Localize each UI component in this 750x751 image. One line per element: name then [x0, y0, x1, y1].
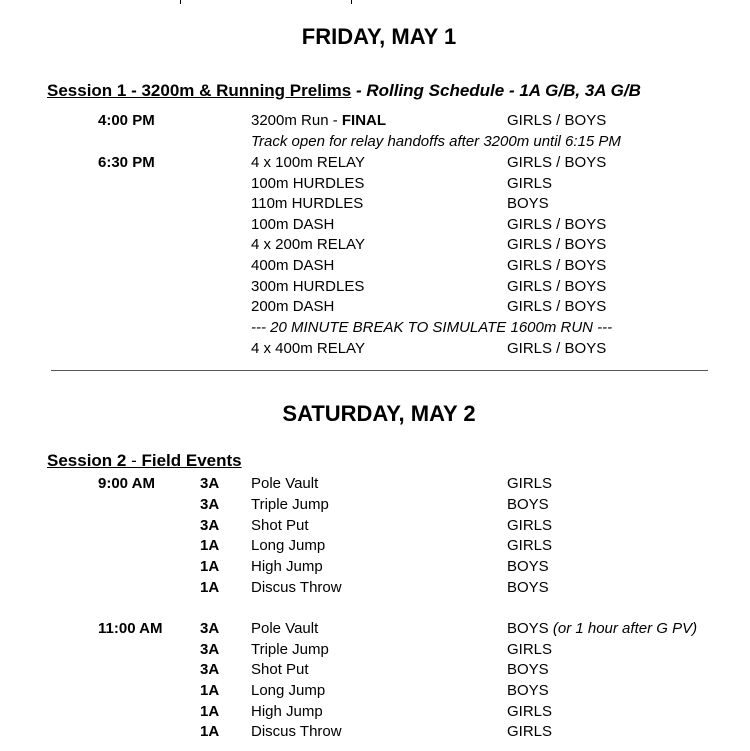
- gender-label: GIRLS / BOYS: [507, 298, 607, 315]
- gender-label: BOYS: [507, 661, 549, 678]
- event-name: High Jump: [251, 703, 323, 720]
- note-text: --- 20 MINUTE BREAK TO SIMULATE 1600m RUN ---: [251, 319, 613, 336]
- schedule-row: [0, 154, 750, 174]
- day-title-saturday: SATURDAY, MAY 2: [282, 401, 476, 426]
- division-label: 1A: [200, 682, 220, 699]
- event-name: Shot Put: [251, 517, 309, 534]
- division-label: 3A: [200, 496, 220, 513]
- schedule-row: [0, 496, 750, 516]
- clipped-text-fragment: [180, 0, 181, 4]
- schedule-note: [0, 319, 750, 339]
- division-label: 3A: [200, 661, 220, 678]
- session-2-heading: [47, 451, 242, 471]
- schedule-row: [0, 195, 750, 215]
- gender-label: BOYS: [507, 195, 549, 212]
- gender-label: GIRLS / BOYS: [507, 154, 607, 171]
- division-label: 3A: [200, 620, 220, 637]
- gender-label: GIRLS / BOYS: [507, 216, 607, 233]
- event-name: 3200m Run - FINAL: [251, 112, 387, 129]
- gender-label: GIRLS / BOYS: [507, 278, 607, 295]
- division-label: 1A: [200, 579, 220, 596]
- event-name: 100m HURDLES: [251, 175, 365, 192]
- event-name: 400m DASH: [251, 257, 335, 274]
- gender-note: (or 1 hour after G PV): [548, 620, 698, 637]
- gender-label: GIRLS / BOYS: [507, 340, 607, 357]
- division-label: 3A: [200, 475, 220, 492]
- note-text: Track open for relay handoffs after 3200m until 6:15 PM: [251, 133, 621, 150]
- session-2-label: Session 2: [47, 451, 127, 470]
- event-name: Pole Vault: [251, 620, 319, 637]
- event-name: 110m HURDLES: [251, 195, 364, 212]
- gender-label: GIRLS: [507, 641, 553, 658]
- section-divider: [51, 370, 708, 371]
- gender-label: BOYS: [507, 496, 549, 513]
- schedule-row: [0, 475, 750, 495]
- day-title-friday: FRIDAY, MAY 1: [301, 24, 457, 49]
- division-label: 1A: [200, 723, 220, 740]
- division-label: 1A: [200, 703, 220, 720]
- schedule-note: [0, 133, 750, 153]
- schedule-row: [0, 558, 750, 578]
- schedule-row: [0, 517, 750, 537]
- clipped-text-fragment: [351, 0, 352, 4]
- schedule-row: [0, 703, 750, 723]
- event-name: 200m DASH: [251, 298, 335, 315]
- event-name: Triple Jump: [251, 496, 329, 513]
- schedule-row: [0, 661, 750, 681]
- event-name: 100m DASH: [251, 216, 335, 233]
- gender-label: GIRLS: [507, 537, 553, 554]
- event-name: 4 x 400m RELAY: [251, 340, 365, 357]
- time-label: 11:00 AM: [98, 620, 163, 637]
- event-name: 4 x 100m RELAY: [251, 154, 365, 171]
- schedule-row: [0, 236, 750, 256]
- schedule-row: [0, 257, 750, 277]
- gender-label: GIRLS / BOYS: [507, 236, 607, 253]
- gender-label: BOYS: [507, 579, 549, 596]
- event-name: High Jump: [251, 558, 323, 575]
- schedule-row: [0, 298, 750, 318]
- gender-label: BOYS (or 1 hour after G PV): [507, 620, 698, 637]
- schedule-row: [0, 579, 750, 599]
- gender-label: GIRLS / BOYS: [507, 257, 607, 274]
- schedule-row: [0, 175, 750, 195]
- event-name: Pole Vault: [251, 475, 319, 492]
- session-2-name: Field Events: [141, 451, 242, 470]
- gender-label: GIRLS: [507, 475, 553, 492]
- event-final-label: FINAL: [341, 112, 387, 129]
- time-label: 9:00 AM: [98, 475, 155, 492]
- session-1-name: Session 1 - 3200m & Running Prelims: [47, 81, 352, 100]
- schedule-row: [0, 723, 750, 743]
- schedule-row: [0, 278, 750, 298]
- session-1-suffix: - Rolling Schedule - 1A G/B, 3A G/B: [351, 81, 641, 100]
- session-1-heading: [47, 81, 641, 101]
- gender-label: GIRLS: [507, 703, 553, 720]
- schedule-row: [0, 620, 750, 640]
- event-name: 4 x 200m RELAY: [251, 236, 365, 253]
- gender-label: GIRLS: [507, 517, 553, 534]
- schedule-row: [0, 112, 750, 132]
- schedule-row: [0, 340, 750, 360]
- gender-label: BOYS: [507, 682, 549, 699]
- session-2-separator: -: [126, 451, 142, 470]
- time-label: 4:00 PM: [98, 112, 155, 129]
- time-label: 6:30 PM: [98, 154, 155, 171]
- schedule-row: [0, 216, 750, 236]
- division-label: 3A: [200, 517, 220, 534]
- division-label: 1A: [200, 537, 220, 554]
- division-label: 3A: [200, 641, 220, 658]
- gender-label: BOYS: [507, 558, 549, 575]
- gender-label: GIRLS: [507, 175, 553, 192]
- schedule-row: [0, 682, 750, 702]
- schedule-row: [0, 537, 750, 557]
- gender-label: GIRLS: [507, 723, 553, 740]
- event-name: Discus Throw: [251, 579, 342, 596]
- schedule-row: [0, 641, 750, 661]
- event-name: Long Jump: [251, 682, 326, 699]
- event-name: Shot Put: [251, 661, 309, 678]
- event-name: 300m HURDLES: [251, 278, 365, 295]
- event-name: Discus Throw: [251, 723, 342, 740]
- division-label: 1A: [200, 558, 220, 575]
- event-name: Long Jump: [251, 537, 326, 554]
- event-name: Triple Jump: [251, 641, 329, 658]
- gender-label: GIRLS / BOYS: [507, 112, 607, 129]
